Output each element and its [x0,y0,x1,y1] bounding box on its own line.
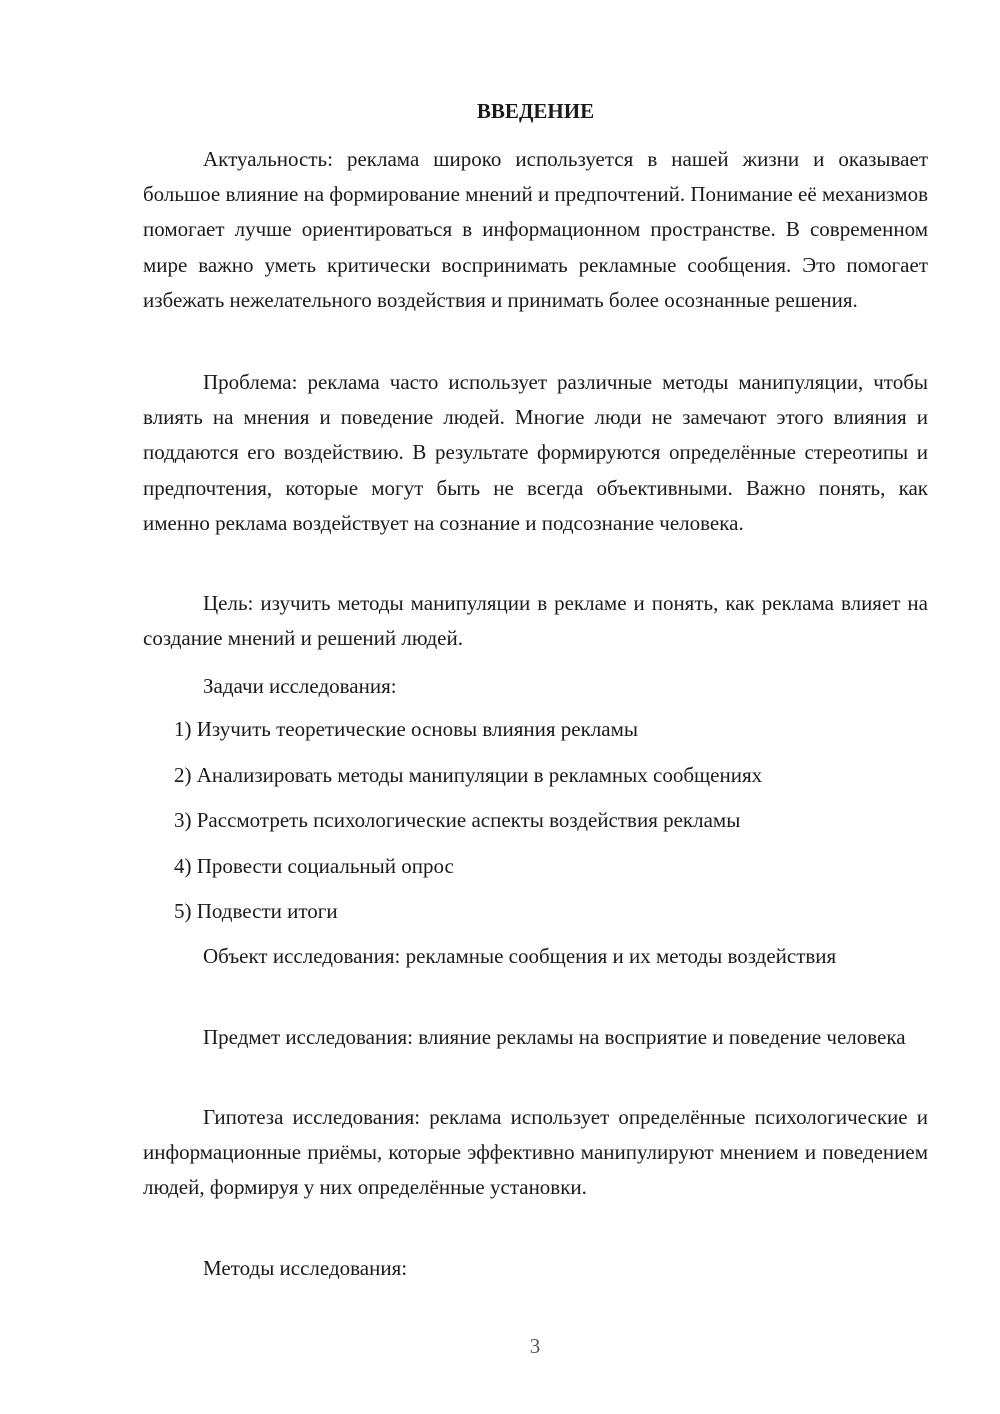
paragraph-problem: Проблема: реклама часто использует различные методы манипуляции, чтобы влиять на мнения и поведение людей. Многие люди не замечают этого влияния и поддаются его воздействию. В результате формируются определённые стереотипы и предпочтения, которые могут быть не всегда объективными. Важно понять, как именно реклама воздействует на сознание и подсознание человека. [143,370,928,535]
paragraph-goal: Цель: изучить методы манипуляции в рекламе и понять, как реклама влияет на создание мнений и решений людей. [143,591,928,651]
list-item: 5) Подвести итоги [174,899,338,923]
page-number: 3 [529,1334,541,1358]
list-item: 1) Изучить теоретические основы влияния рекламы [174,717,639,741]
paragraph-object: Объект исследования: рекламные сообщения и их методы воздействия [203,944,837,968]
list-item: 3) Рассмотреть психологические аспекты воздействия рекламы [174,808,741,832]
paragraph-hypothesis: Гипотеза исследования: реклама использует определённые психологические и информационные приёмы, которые эффективно манипулируют мнением и поведением людей, формируя у них определённые установки. [143,1105,928,1200]
list-item: 4) Провести социальный опрос [174,854,454,878]
paragraph-relevance: Актуальность: реклама широко используется в нашей жизни и оказывает большое влияние на формирование мнений и предпочтений. Понимание её механизмов помогает лучше ориентироваться в информационном пространстве. В современном мире важно уметь критически воспринимать рекламные сообщения. Это помогает избежать нежелательного воздействия и принимать более осознанные решения. [143,147,928,312]
paragraph-subject: Предмет исследования: влияние рекламы на восприятие и поведение человека [203,1025,906,1049]
list-item: 2) Анализировать методы манипуляции в рекламных сообщениях [174,763,763,787]
page-title: ВВЕДЕНИЕ [476,99,595,123]
methods-heading: Методы исследования: [203,1256,408,1280]
tasks-heading: Задачи исследования: [203,674,397,698]
